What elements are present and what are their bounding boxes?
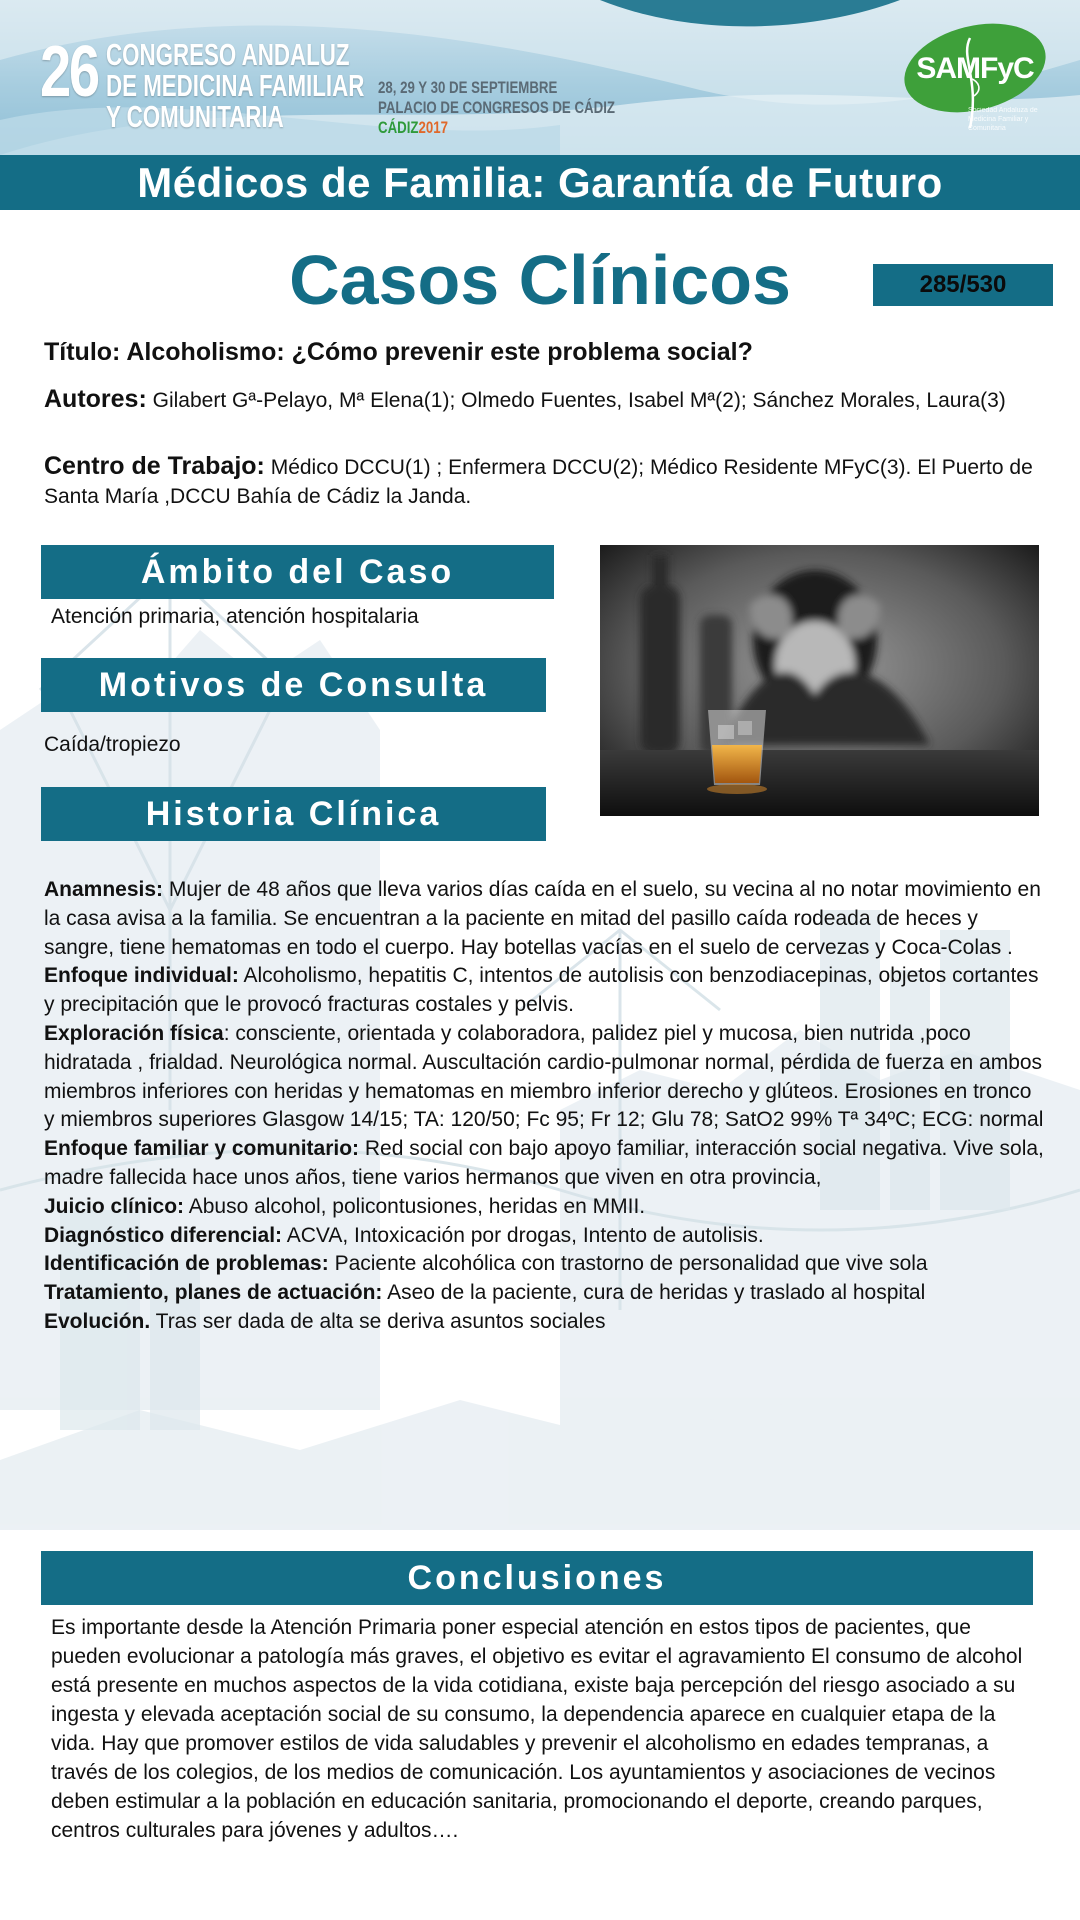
history-label: Anamnesis: <box>44 878 164 901</box>
congress-banner <box>0 0 1080 155</box>
history-paragraph <box>44 1279 1044 1308</box>
history-label: Identificación de problemas: <box>44 1252 329 1276</box>
conclusions-text: Es importante desde la Atención Primaria poner especial atención en estos tipos de pacientes, que pueden evolucionar a patología más graves, el objetivo es evitar el agravamiento El consumo de alcohol está presente en muchos aspectos de la vida cotidiana, existe baja percepción del riesgo asociado a su ingesta y elevada aceptación social de su consumo, la dependencia aparece en cualquier etapa de la vida. Hay que promover estilos de vida saludables y prevenir el alcoholismo en edades tempranas, a través de los colegios, de los medios de comunicación. Los ayuntamientos y asociaciones de vecinos deben estimular a la población en educación sanitaria, promocionando el deporte, creando parques, centros culturales para jóvenes y adultos…. <box>51 1616 1023 1842</box>
history-label: Enfoque individual: <box>44 964 239 988</box>
history-paragraph <box>44 1135 1044 1193</box>
page-title: Casos Clínicos <box>289 241 791 319</box>
history-paragraph <box>44 1250 1044 1279</box>
history-text: Red social con bajo apoyo familiar, interacción social negativa. Vive sola, madre fallecida hace unos años, tiene varios hermanos que viven en otra provincia, <box>44 1137 1044 1189</box>
congress-name-line: Y COMUNITARIA <box>106 99 284 134</box>
event-city: CÁDIZ <box>378 118 419 137</box>
motivos-text: Caída/tropiezo <box>44 733 181 756</box>
history-paragraph <box>44 1222 1044 1251</box>
history-text: ACVA, Intoxicación por drogas, Intento de autolisis. <box>282 1223 764 1247</box>
history-text: Abuso alcohol, policontusiones, heridas en MMII. <box>184 1194 646 1218</box>
congress-name-line: CONGRESO ANDALUZ <box>106 37 350 72</box>
case-title: Título: Alcoholismo: ¿Cómo prevenir este problema social? <box>44 338 753 366</box>
history-label: Evolución. <box>44 1309 151 1333</box>
congress-name-line: DE MEDICINA FAMILIAR <box>106 68 365 103</box>
workplace-text: Médico DCCU(1) ; Enfermera DCCU(2); Médico Residente MFyC(3). El Puerto de Santa María ,DCCU Bahía de Cádiz la Janda. <box>44 456 1033 508</box>
history-paragraph <box>44 1020 1044 1135</box>
history-text: Paciente alcohólica con trastorno de personalidad que vive sola <box>328 1252 928 1276</box>
authors-block <box>44 385 1044 415</box>
authors-label: Autores: <box>44 385 147 413</box>
workplace-block <box>44 452 1044 511</box>
authors-text: Gilabert Gª-Pelayo, Mª Elena(1); Olmedo Fuentes, Isabel Mª(2); Sánchez Morales, Laura(3) <box>146 389 1006 412</box>
slogan-bar: Médicos de Familia: Garantía de Futuro <box>0 155 1080 210</box>
history-text: Tras ser dada de alta se deriva asuntos sociales <box>150 1309 606 1333</box>
congress-name <box>106 37 365 134</box>
history-label: Diagnóstico diferencial: <box>44 1223 283 1247</box>
history-text: Aseo de la paciente, cura de heridas y traslado al hospital <box>382 1281 926 1305</box>
history-paragraph <box>44 876 1044 962</box>
event-info <box>378 78 615 138</box>
logo-text: SAMFyC <box>916 52 1034 85</box>
section-header-historia: Historia Clínica <box>41 787 546 841</box>
event-year: 2017 <box>418 118 449 137</box>
logo-subtitle: Sociedad Andaluza de Medicina Familiar y Comunitaria <box>968 107 1038 132</box>
section-header-motivos: Motivos de Consulta <box>41 658 546 712</box>
section-header-conclusiones: Conclusiones <box>41 1551 1033 1605</box>
history-label: Juicio clínico: <box>44 1194 185 1218</box>
history-text: Alcoholismo, hepatitis C, intentos de autolisis con benzodiacepinas, objetos cortantes y precipitación que le provocó fracturas costales y pelvis. <box>44 964 1039 1017</box>
history-label: Enfoque familiar y comunitario: <box>44 1137 360 1161</box>
samfyc-logo <box>900 18 1050 143</box>
history-paragraph <box>44 1308 1044 1337</box>
case-number-badge: 285/530 <box>873 264 1053 306</box>
event-city-year <box>378 118 615 138</box>
section-header-ambito: Ámbito del Caso <box>41 545 554 599</box>
history-label: Tratamiento, planes de actuación: <box>44 1281 383 1305</box>
history-paragraph <box>44 962 1044 1020</box>
history-text: : consciente, orientada y colaboradora, palidez piel y mucosa, bien nutrida ,poco hidratada , frialdad. Neurológica normal. Auscultación cardio-pulmonar normal, pérdida de fuerza en ambos miembros inferiores con heridas y hematomas en miembro inferior derecho y glúteos. Erosiones en tronco y miembros superiores Glasgow 14/15; TA: 120/50; Fc 95; Fr 12; Glu 78; SatO2 99% Tª 34ºC; ECG: normal <box>44 1021 1044 1132</box>
photo-woman-with-drink <box>600 545 1039 816</box>
clinical-history <box>44 876 1044 1337</box>
history-paragraph <box>44 1193 1044 1222</box>
history-label: Exploración física <box>44 1021 224 1045</box>
congress-number: 26 <box>40 32 98 112</box>
workplace-label: Centro de Trabajo: <box>44 452 265 480</box>
ambito-text: Atención primaria, atención hospitalaria <box>51 605 419 628</box>
event-venue: PALACIO DE CONGRESOS DE CÁDIZ <box>378 98 615 117</box>
event-dates: 28, 29 Y 30 DE SEPTIEMBRE <box>378 78 558 97</box>
history-text: Mujer de 48 años que lleva varios días caída en el suelo, su vecina al no notar movimiento en la casa avisa a la familia. Se encuentran a la paciente en mitad del pasillo caída rodeada de heces y sangre, tiene hematomas en todo el cuerpo. Hay botellas vacías en el suelo de cervezas y Coca-Colas . <box>44 878 1041 959</box>
case-photo <box>600 545 1039 816</box>
